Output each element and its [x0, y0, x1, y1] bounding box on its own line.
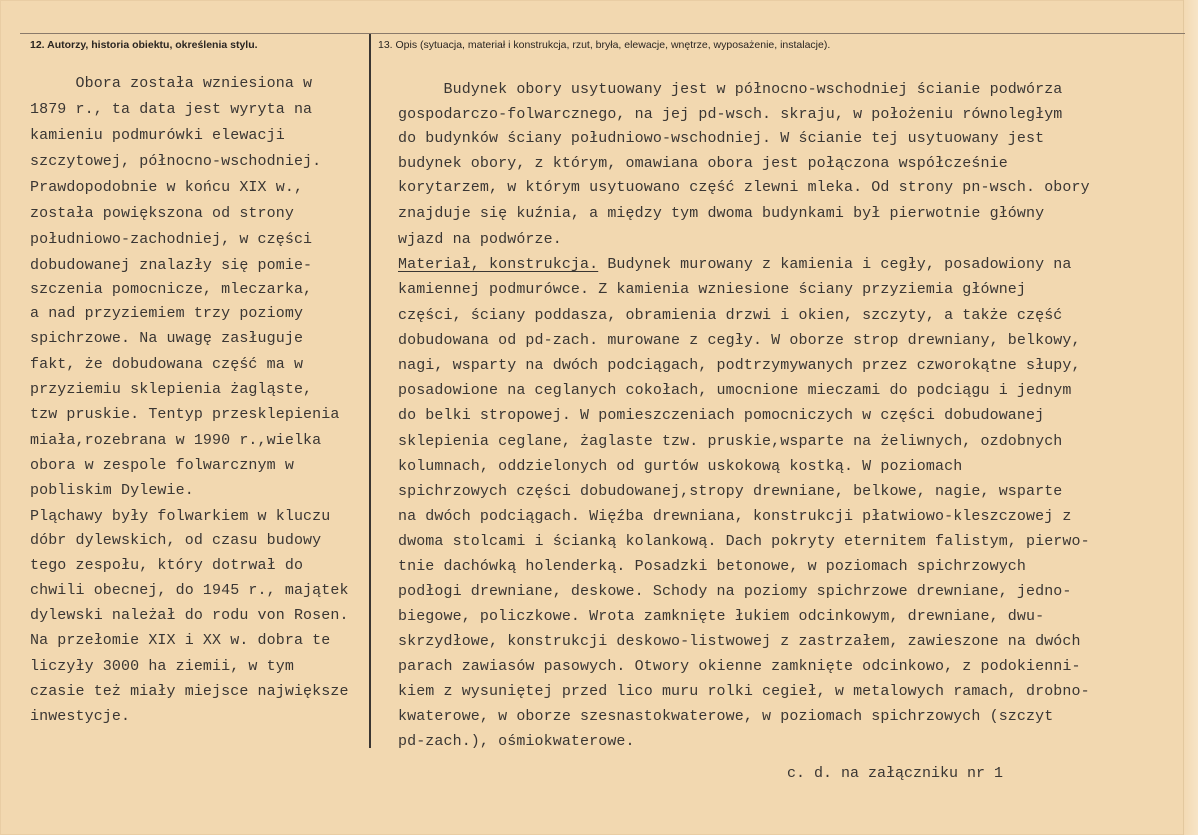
section-13-header: 13. Opis (sytuacja, materiał i konstrukcja, rzut, bryła, elewacje, wnętrze, wyposażenie, instalacje). [378, 39, 831, 51]
description-line: do belki stropowej. W pomieszczeniach pomocniczych w części dobudowanej [398, 407, 1045, 424]
description-line: korytarzem, w którym usytuowano część zlewni mleka. Od strony pn-wsch. obory [398, 179, 1090, 196]
description-line: podłogi drewniane, deskowe. Schody na poziomy spichrzowe drewniane, jedno- [398, 583, 1072, 600]
description-line: parach zawiasów pasowych. Otwory okienne zamknięte odcinkowo, z podokienni- [398, 658, 1081, 675]
description-line: nagi, wsparty na dwóch podciągach, podtrzymywanych przez czworokątne słupy, [398, 357, 1081, 374]
description-line: tnie dachówką holenderką. Posadzki betonowe, w poziomach spichrzowych [398, 558, 1027, 575]
page-edge [1183, 0, 1198, 835]
history-line: tzw pruskie. Tentyp przesklepienia [30, 406, 340, 423]
material-line-text: Budynek murowany z kamienia i cegły, posadowiony na [598, 256, 1072, 273]
description-line: pd-zach.), ośmiokwaterowe. [398, 733, 635, 750]
history-line: pobliskim Dylewie. [30, 482, 194, 499]
description-line: sklepienia ceglane, żaglaste tzw. pruskie,wsparte na żeliwnych, ozdobnych [398, 433, 1063, 450]
history-line: obora w zespole folwarcznym w [30, 457, 294, 474]
history-line: liczyły 3000 ha ziemii, w tym [30, 658, 294, 675]
history-line: szczenia pomocnicze, mleczarka, [30, 281, 313, 298]
history-line: dylewski należał do rodu von Rosen. [30, 607, 349, 624]
history-line: czasie też miały miejsce największe [30, 683, 349, 700]
history-line: Na przełomie XIX i XX w. dobra te [30, 632, 331, 649]
continuation-note: c. d. na załączniku nr 1 [787, 765, 1004, 782]
history-line: chwili obecnej, do 1945 r., majątek [30, 582, 349, 599]
history-line: inwestycje. [30, 708, 131, 725]
history-line: Pląchawy były folwarkiem w kluczu [30, 508, 331, 525]
description-line: Budynek obory usytuowany jest w północno-wschodniej ścianie podwórza [398, 81, 1063, 98]
description-line: części, ściany poddasza, obramienia drzwi i okien, szczyty, a także część [398, 307, 1063, 324]
material-heading: Materiał, konstrukcja. [398, 256, 599, 273]
history-line: kamieniu podmurówki elewacji [30, 127, 285, 144]
description-line: wjazd na podwórze. [398, 231, 562, 248]
description-line: znajduje się kuźnia, a między tym dwoma budynkami był pierwotnie główny [398, 205, 1045, 222]
history-line: 1879 r., ta data jest wyryta na [30, 101, 313, 118]
description-line: biegowe, policzkowe. Wrota zamknięte łukiem odcinkowym, drewniane, dwu- [398, 608, 1045, 625]
description-line: na dwóch podciągach. Więźba drewniana, konstrukcji płatwiowo-kleszczowej z [398, 508, 1072, 525]
history-line: fakt, że dobudowana część ma w [30, 356, 304, 373]
history-line: przyziemiu sklepienia żagląste, [30, 381, 313, 398]
history-line: Obora została wzniesiona w [30, 75, 313, 92]
description-line: gospodarczo-folwarcznego, na jej pd-wsch. skraju, w położeniu równoległym [398, 106, 1063, 123]
history-line: spichrzowe. Na uwagę zasługuje [30, 330, 304, 347]
description-line: do budynków ściany południowo-wschodniej. W ścianie tej usytuowany jest [398, 130, 1045, 147]
description-line: kiem z wysuniętej przed lico muru rolki cegieł, w metalowych ramach, drobno- [398, 683, 1090, 700]
history-line: dobudowanej znalazły się pomie- [30, 257, 313, 274]
history-line: tego zespołu, który dotrwał do [30, 557, 304, 574]
description-line: budynek obory, z którym, omawiana obora jest połączona współcześnie [398, 155, 1008, 172]
description-line: skrzydłowe, konstrukcji deskowo-listwowej z zastrzałem, zawieszone na dwóch [398, 633, 1081, 650]
column-divider [369, 34, 371, 748]
description-line: dobudowana od pd-zach. murowane z cegły. W oborze strop drewniany, belkowy, [398, 332, 1081, 349]
material-line [398, 256, 1072, 273]
description-line: kwaterowe, w oborze szesnastokwaterowe, w poziomach spichrzowych (szczyt [398, 708, 1054, 725]
history-line: miała,rozebrana w 1990 r.,wielka [30, 432, 322, 449]
description-line: kolumnach, oddzielonych od gurtów uskokową kostką. W poziomach [398, 458, 963, 475]
history-line: szczytowej, północno-wschodniej. [30, 153, 322, 170]
history-line: a nad przyziemiem trzy poziomy [30, 305, 304, 322]
history-line: południowo-zachodniej, w części [30, 231, 313, 248]
top-rule [20, 33, 1185, 34]
description-line: posadowione na ceglanych cokołach, umocnione mieczami do podciągu i jednym [398, 382, 1072, 399]
history-line: została powiększona od strony [30, 205, 294, 222]
history-line: Prawdopodobnie w końcu XIX w., [30, 179, 304, 196]
section-12-header: 12. Autorzy, historia obiektu, określenia stylu. [30, 39, 258, 51]
description-line: spichrzowych części dobudowanej,stropy drewniane, belkowe, nagie, wsparte [398, 483, 1063, 500]
description-line: kamiennej podmurówce. Z kamienia wzniesione ściany przyziemia głównej [398, 281, 1027, 298]
history-line: dóbr dylewskich, od czasu budowy [30, 532, 322, 549]
description-line: dwoma stolcami i ścianką kolankową. Dach pokryty eternitem falistym, pierwo- [398, 533, 1090, 550]
